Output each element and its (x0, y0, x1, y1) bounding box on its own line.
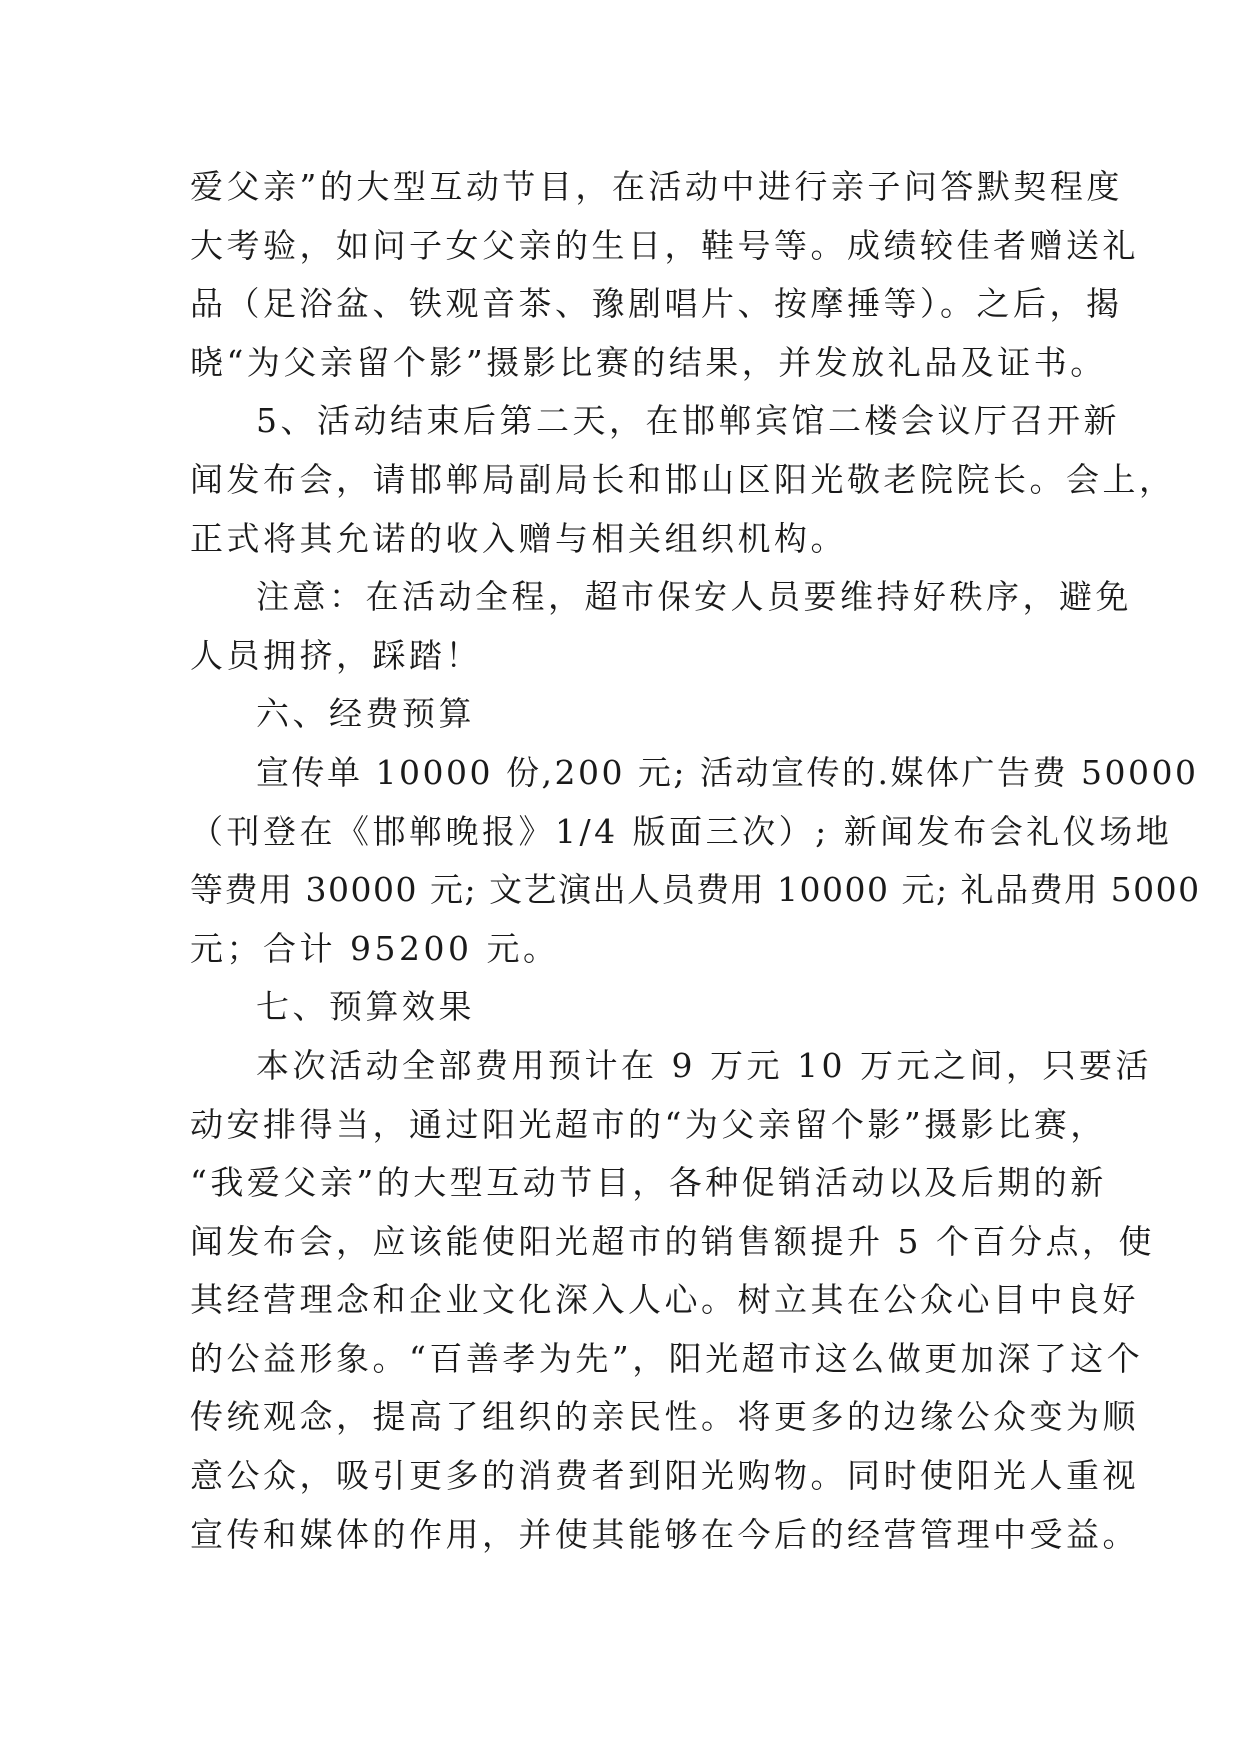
body-line: 爱父亲”的大型互动节目，在活动中进行亲子问答默契程度 (190, 167, 1123, 206)
body-line: 注意：在活动全程，超市保安人员要维持好秩序，避免 (256, 577, 1132, 617)
body-line: 意公众，吸引更多的消费者到阳光购物。同时使阳光人重视 (190, 1456, 1139, 1496)
body-line: 元；合计 95200 元。 (190, 928, 560, 968)
body-line: 宣传单 10000 份,200 元; 活动宣传的.媒体广告费 50000 (256, 752, 1199, 792)
section-heading-budget: 六、经费预算 (256, 694, 475, 734)
body-line: 动安排得当，通过阳光超市的“为父亲留个影”摄影比赛， (190, 1104, 1107, 1144)
body-line: 大考验，如问子女父亲的生日，鞋号等。成绩较佳者赠送礼 (190, 225, 1139, 265)
body-line: 品（足浴盆、铁观音茶、豫剧唱片、按摩捶等）。之后，揭 (190, 284, 1123, 324)
body-line: 的公益形象。“百善孝为先”，阳光超市这么做更加深了这个 (190, 1338, 1144, 1378)
body-line: 等费用 30000 元; 文艺演出人员费用 10000 元; 礼品费用 5000 (190, 870, 1201, 910)
body-line: 晓“为父亲留个影”摄影比赛的结果，并发放礼品及证书。 (190, 342, 1107, 382)
body-line: 传统观念，提高了组织的亲民性。将更多的边缘公众变为顺 (190, 1397, 1139, 1437)
body-line: 宣传和媒体的作用，并使其能够在今后的经营管理中受益。 (190, 1514, 1139, 1554)
body-line: 其经营理念和企业文化深入人心。树立其在公众心目中良好 (190, 1280, 1139, 1320)
body-line: “我爱父亲”的大型互动节目，各种促销活动以及后期的新 (190, 1163, 1107, 1203)
body-line: （刊登在《邯郸晚报》1/4 版面三次）; 新闻发布会礼仪场地 (190, 811, 1173, 851)
body-line: 5、活动结束后第二天，在邯郸宾馆二楼会议厅召开新 (256, 401, 1120, 441)
body-line: 本次活动全部费用预计在 9 万元 10 万元之间，只要活 (256, 1045, 1152, 1085)
section-heading-effect: 七、预算效果 (256, 987, 475, 1027)
body-line: 正式将其允诺的收入赠与相关组织机构。 (190, 518, 847, 558)
body-line: 人员拥挤，踩踏！ (190, 635, 482, 675)
body-line: 闻发布会，应该能使阳光超市的销售额提升 5 个百分点，使 (190, 1221, 1155, 1261)
body-line: 闻发布会，请邯郸局副局长和邯山区阳光敬老院院长。会上， (190, 459, 1176, 499)
document-body (190, 158, 1201, 1564)
